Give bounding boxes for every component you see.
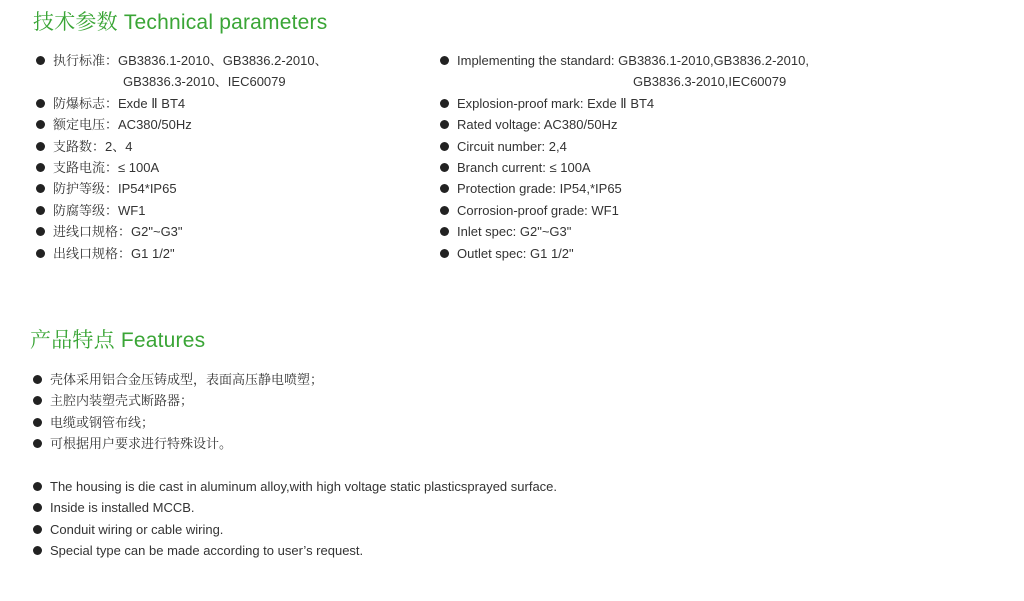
features-title: 产品特点 Features — [30, 329, 206, 352]
bullet-icon — [440, 184, 449, 193]
param-value: G1 1/2" — [529, 245, 574, 261]
feature-text: 可根据用户要求进行特殊设计。 — [50, 436, 233, 452]
param-value-continuation: GB3836.3-2010,IEC60079 — [633, 74, 787, 90]
feature-item — [33, 433, 323, 454]
param-item-inlet-spec — [440, 221, 809, 242]
param-value: AC380/50Hz — [118, 117, 192, 133]
param-label: 防爆标志： — [53, 95, 119, 111]
param-label: 支路数： — [53, 138, 106, 154]
feature-item — [33, 390, 323, 411]
param-item-outlet-spec — [440, 243, 809, 264]
param-item-protection-grade — [440, 178, 809, 199]
bullet-icon — [36, 184, 45, 193]
param-value: G2"~G3" — [131, 224, 183, 240]
param-label: Implementing the standard: — [457, 53, 619, 68]
bullet-icon — [440, 163, 449, 172]
param-value: IP54,*IP65 — [559, 181, 622, 197]
bullet-icon — [440, 120, 449, 129]
bullet-icon — [36, 227, 45, 236]
technical-parameters-list-english — [440, 50, 809, 264]
bullet-icon — [36, 142, 45, 151]
param-value-continuation: GB3836.3-2010、IEC60079 — [123, 74, 286, 90]
bullet-icon — [36, 120, 45, 129]
param-label: 出线口规格： — [53, 245, 132, 261]
bullet-icon — [33, 375, 42, 384]
bullet-icon — [36, 206, 45, 215]
param-label: 进线口规格： — [53, 224, 132, 240]
param-label: 额定电压： — [53, 117, 119, 133]
param-value: ≤ 100A — [118, 160, 160, 176]
param-item-rated-voltage — [440, 114, 809, 135]
features-list-english — [33, 476, 557, 562]
feature-text: 壳体采用铝合金压铸成型，表面高压静电喷塑； — [50, 372, 324, 387]
feature-item — [33, 412, 323, 433]
param-label: Inlet spec: — [457, 224, 520, 240]
param-value: Exde Ⅱ BT4 — [118, 95, 186, 111]
bullet-icon — [33, 482, 42, 491]
param-value: AC380/50Hz — [543, 117, 618, 133]
bullet-icon — [36, 163, 45, 172]
param-item-outlet-spec — [36, 243, 328, 264]
technical-parameters-list-chinese — [36, 50, 328, 264]
param-item-explosion-mark — [440, 93, 809, 114]
feature-text: Special type can be made according to user’s request. — [50, 543, 364, 559]
feature-item — [33, 369, 323, 390]
bullet-icon — [33, 418, 42, 427]
technical-parameters-title: 技术参数 Technical parameters — [33, 11, 328, 34]
param-item-standard — [36, 50, 328, 93]
param-label: Rated voltage: — [457, 117, 544, 133]
feature-item — [33, 497, 557, 518]
bullet-icon — [440, 56, 449, 65]
param-label: 支路电流： — [53, 160, 119, 176]
param-item-corrosion-grade — [36, 200, 328, 221]
bullet-icon — [440, 206, 449, 215]
param-item-explosion-mark — [36, 93, 328, 114]
feature-text: 主腔内装塑壳式断路器； — [50, 393, 194, 409]
bullet-icon — [33, 546, 42, 555]
bullet-icon — [440, 142, 449, 151]
param-item-circuit-number — [36, 136, 328, 157]
bullet-icon — [440, 99, 449, 108]
param-label: 执行标准： — [53, 53, 119, 68]
features-list-chinese — [33, 369, 323, 455]
param-item-branch-current — [440, 157, 809, 178]
param-label: Circuit number: — [457, 138, 549, 154]
feature-item — [33, 476, 557, 497]
param-label: Outlet spec: — [457, 245, 530, 261]
param-value: IP54*IP65 — [118, 181, 177, 197]
param-value: 2,4 — [548, 138, 567, 154]
bullet-icon — [440, 249, 449, 258]
bullet-icon — [36, 249, 45, 258]
bullet-icon — [33, 525, 42, 534]
bullet-icon — [33, 396, 42, 405]
param-value: ≤ 100A — [549, 160, 591, 176]
param-label: Protection grade: — [457, 181, 560, 197]
param-label: Explosion-proof mark: — [457, 95, 588, 111]
param-item-circuit-number — [440, 136, 809, 157]
param-item-protection-grade — [36, 178, 328, 199]
bullet-icon — [440, 227, 449, 236]
feature-text: 电缆或钢管布线； — [50, 414, 155, 430]
param-item-standard — [440, 50, 809, 93]
param-value: Exde Ⅱ BT4 — [587, 95, 655, 111]
param-label: Corrosion-proof grade: — [457, 202, 592, 218]
bullet-icon — [36, 99, 45, 108]
feature-item — [33, 540, 557, 561]
param-value: WF1 — [118, 202, 146, 218]
feature-text: Inside is installed MCCB. — [50, 500, 195, 516]
param-item-branch-current — [36, 157, 328, 178]
feature-text: The housing is die cast in aluminum alloy,with high voltage static plasticsprayed surface. — [50, 479, 558, 494]
bullet-icon — [36, 56, 45, 65]
param-value: 2、4 — [105, 138, 133, 154]
bullet-icon — [33, 503, 42, 512]
param-value: G1 1/2" — [131, 245, 175, 261]
param-item-rated-voltage — [36, 114, 328, 135]
param-label: 防护等级： — [53, 181, 119, 197]
param-value: G2"~G3" — [519, 224, 572, 240]
param-value: GB3836.1-2010、GB3836.2-2010、 — [118, 53, 328, 68]
param-item-corrosion-grade — [440, 200, 809, 221]
feature-item — [33, 519, 557, 540]
param-label: Branch current: — [457, 160, 550, 176]
param-item-inlet-spec — [36, 221, 328, 242]
param-value: WF1 — [591, 202, 619, 218]
bullet-icon — [33, 439, 42, 448]
param-label: 防腐等级： — [53, 202, 119, 218]
feature-text: Conduit wiring or cable wiring. — [50, 521, 224, 537]
param-value: GB3836.1-2010,GB3836.2-2010, — [618, 53, 809, 68]
